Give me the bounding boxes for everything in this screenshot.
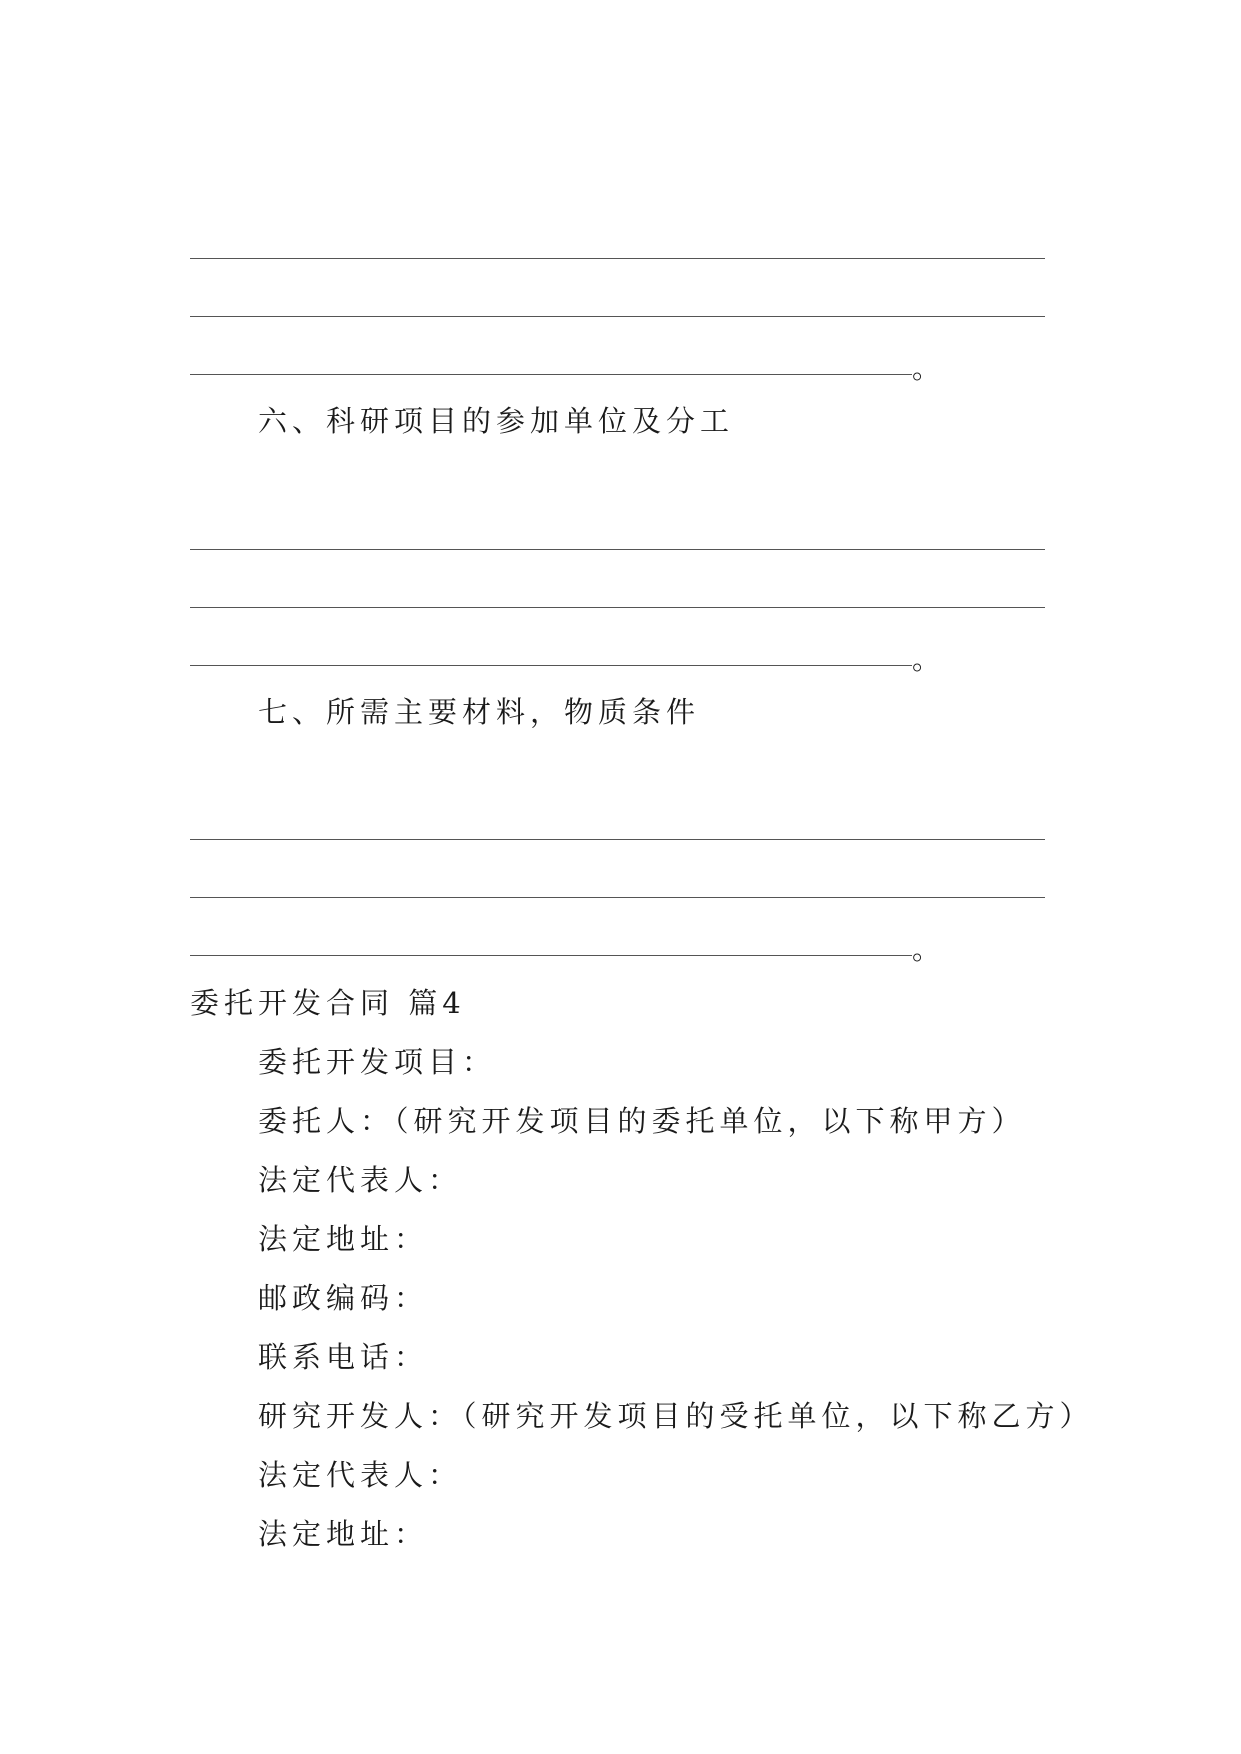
fill-in-line: [190, 374, 912, 375]
fill-in-line: [190, 665, 912, 666]
contract-field: 委托人：（研究开发项目的委托单位，以下称甲方）: [258, 1104, 1026, 1138]
line-end-period: 。: [912, 933, 941, 966]
section-heading: 六、科研项目的参加单位及分工: [258, 404, 735, 438]
fill-in-line: [190, 839, 1045, 840]
fill-in-line: [190, 316, 1045, 317]
contract-title: 委托开发合同 篇4: [190, 986, 466, 1020]
fill-in-line: [190, 897, 1045, 898]
contract-field: 法定地址：: [258, 1517, 429, 1551]
contract-field: 研究开发人：（研究开发项目的受托单位，以下称乙方）: [258, 1399, 1094, 1433]
contract-field: 联系电话：: [258, 1340, 429, 1374]
fill-in-line: [190, 607, 1045, 608]
fill-in-line: [190, 258, 1045, 259]
contract-field: 邮政编码：: [258, 1281, 429, 1315]
contract-field: 委托开发项目：: [258, 1045, 497, 1079]
contract-field: 法定代表人：: [258, 1458, 463, 1492]
fill-in-line: [190, 549, 1045, 550]
fill-in-line: [190, 955, 912, 956]
contract-field: 法定代表人：: [258, 1163, 463, 1197]
line-end-period: 。: [912, 643, 941, 676]
line-end-period: 。: [912, 352, 941, 385]
contract-field: 法定地址：: [258, 1222, 429, 1256]
section-heading: 七、所需主要材料，物质条件: [258, 695, 701, 729]
